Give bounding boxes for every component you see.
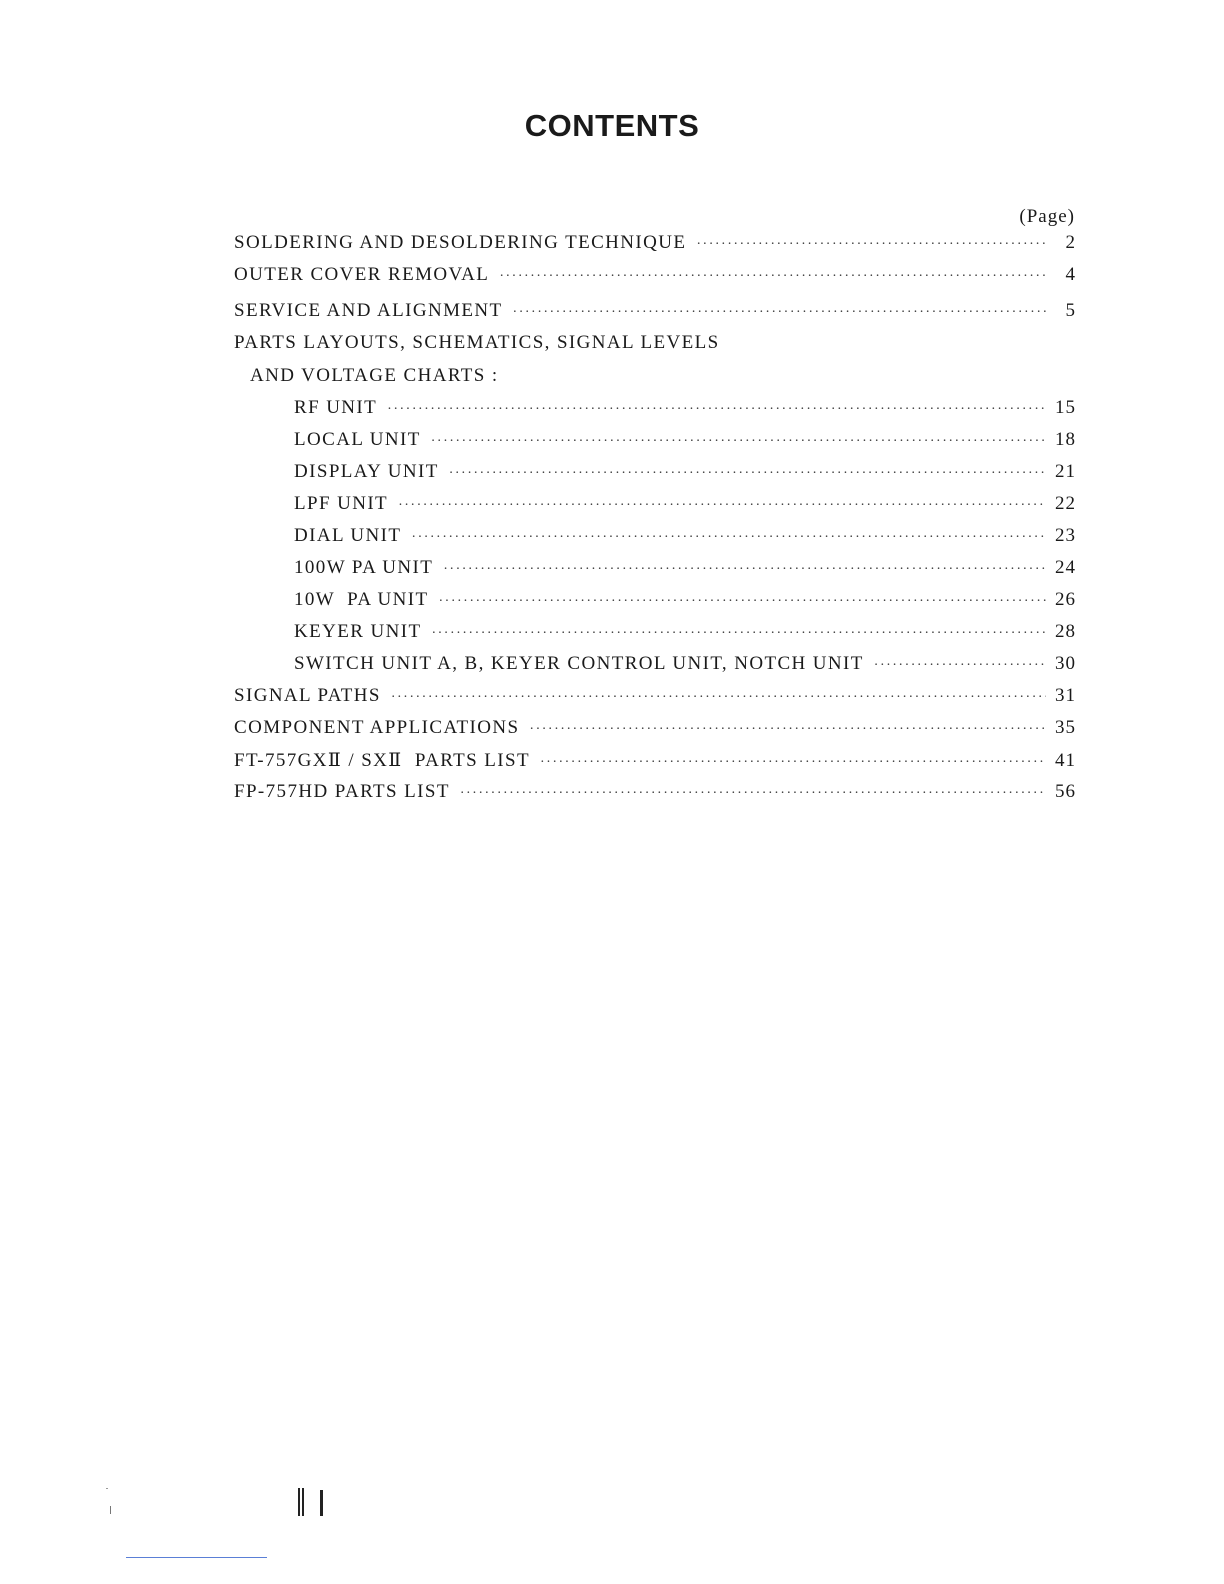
page-title: CONTENTS [524, 108, 700, 143]
scan-mark [110, 1506, 111, 1514]
toc-entry-page: 21 [1055, 461, 1076, 482]
toc-entry[interactable] [234, 621, 1076, 653]
toc-entry[interactable] [234, 461, 1076, 493]
dot-leader [499, 269, 1046, 285]
dot-leader [529, 722, 1046, 738]
table-of-contents [234, 232, 1076, 813]
toc-entry-page: 4 [1065, 264, 1076, 285]
toc-entry[interactable] [234, 589, 1076, 621]
toc-entry-title: SERVICE AND ALIGNMENT [234, 300, 503, 321]
dot-leader [439, 594, 1046, 610]
link-underline [126, 1557, 267, 1558]
toc-entry-page: 31 [1055, 685, 1076, 706]
toc-section-heading [234, 332, 1076, 365]
toc-entry-page: 24 [1055, 557, 1076, 578]
dot-leader [874, 658, 1046, 674]
toc-entry[interactable] [234, 557, 1076, 589]
toc-entry-page: 2 [1065, 232, 1076, 253]
toc-entry-page: 23 [1055, 525, 1076, 546]
toc-entry[interactable] [234, 749, 1076, 781]
toc-entry[interactable] [234, 493, 1076, 525]
toc-entry-title: COMPONENT APPLICATIONS [234, 717, 520, 738]
dot-leader [540, 755, 1046, 771]
dot-leader [696, 237, 1046, 253]
dot-leader [513, 305, 1046, 321]
scan-mark [302, 1488, 304, 1516]
toc-entry-page: 15 [1055, 397, 1076, 418]
toc-section-heading-text: AND VOLTAGE CHARTS : [250, 365, 499, 386]
toc-entry-page: 56 [1055, 781, 1076, 802]
toc-entry-page: 5 [1065, 300, 1076, 321]
dot-leader [391, 690, 1046, 706]
dot-leader [460, 786, 1046, 802]
toc-entry-page: 41 [1055, 750, 1076, 771]
toc-entry[interactable] [234, 717, 1076, 749]
toc-entry-title: SWITCH UNIT A, B, KEYER CONTROL UNIT, NOTCH UNIT [294, 653, 864, 674]
toc-entry-title: FT-757GXⅡ / SXⅡ PARTS LIST [234, 750, 530, 771]
toc-entry-page: 22 [1055, 493, 1076, 514]
toc-entry-title: SOLDERING AND DESOLDERING TECHNIQUE [234, 232, 687, 253]
dot-leader [411, 530, 1046, 546]
toc-entry-title: DIAL UNIT [294, 525, 402, 546]
toc-entry-title: 10W PA UNIT [294, 589, 429, 610]
toc-section-heading [234, 365, 1076, 397]
page-column-label: (Page) [1019, 206, 1075, 227]
toc-entry[interactable] [234, 232, 1076, 264]
dot-leader [431, 434, 1046, 450]
dot-leader [387, 402, 1046, 418]
toc-entry-page: 30 [1055, 653, 1076, 674]
dot-leader [443, 562, 1046, 578]
toc-entry[interactable] [234, 525, 1076, 557]
toc-entry[interactable] [234, 781, 1076, 813]
toc-entry-title: SIGNAL PATHS [234, 685, 381, 706]
toc-entry[interactable] [234, 429, 1076, 461]
toc-entry-page: 35 [1055, 717, 1076, 738]
scan-mark [106, 1488, 108, 1489]
toc-entry-page: 28 [1055, 621, 1076, 642]
toc-entry-title: KEYER UNIT [294, 621, 422, 642]
dot-leader [449, 466, 1046, 482]
dot-leader [398, 498, 1046, 514]
toc-entry-title: LOCAL UNIT [294, 429, 421, 450]
toc-entry[interactable] [234, 397, 1076, 429]
toc-entry-title: OUTER COVER REMOVAL [234, 264, 490, 285]
toc-entry-title: DISPLAY UNIT [294, 461, 439, 482]
toc-entry[interactable] [234, 300, 1076, 332]
scan-mark [298, 1488, 300, 1516]
toc-section-heading-text: PARTS LAYOUTS, SCHEMATICS, SIGNAL LEVELS [234, 332, 720, 353]
toc-entry-title: 100W PA UNIT [294, 557, 434, 578]
toc-entry-page: 26 [1055, 589, 1076, 610]
toc-entry-title: RF UNIT [294, 397, 378, 418]
toc-entry-title: FP-757HD PARTS LIST [234, 781, 450, 802]
toc-entry[interactable] [234, 264, 1076, 300]
toc-entry-title: LPF UNIT [294, 493, 389, 514]
toc-entry[interactable] [234, 685, 1076, 717]
dot-leader [431, 626, 1046, 642]
toc-entry[interactable] [234, 653, 1076, 685]
toc-entry-page: 18 [1055, 429, 1076, 450]
scan-mark [320, 1490, 323, 1516]
